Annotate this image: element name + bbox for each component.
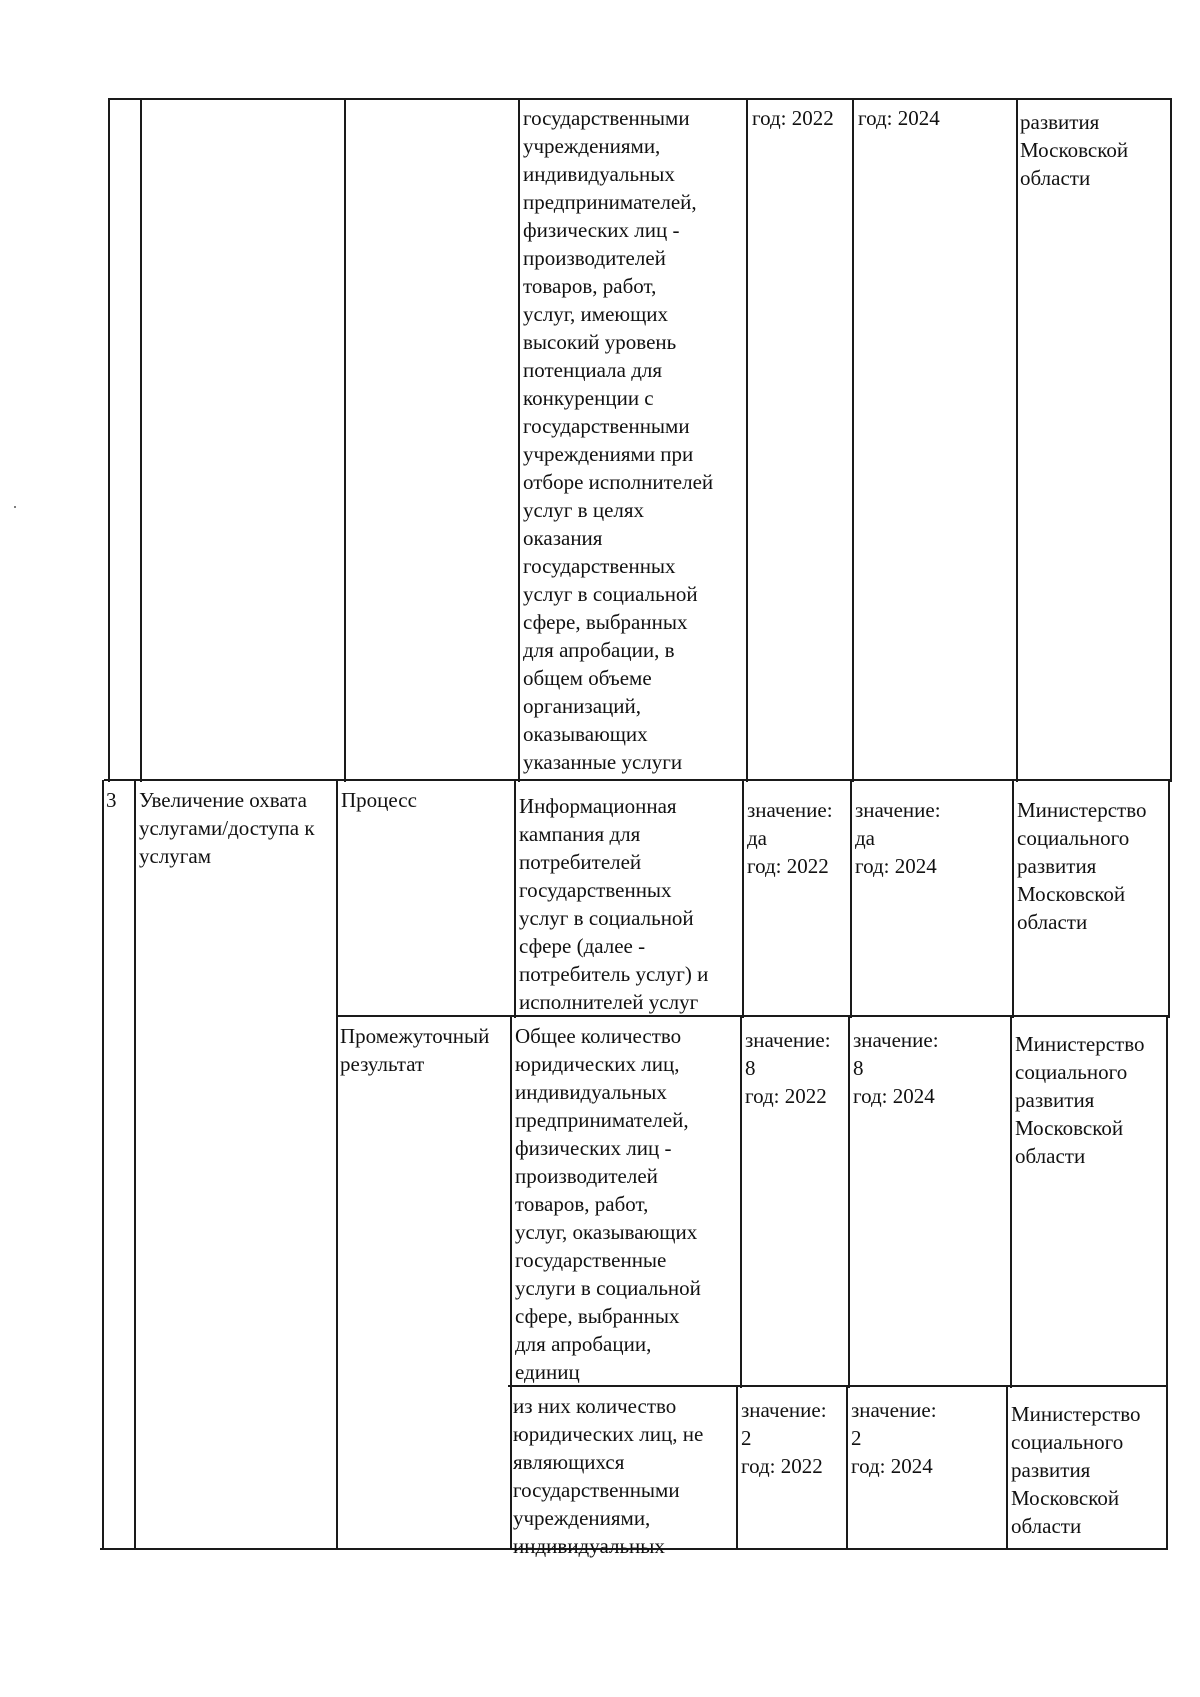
text-line: значение: bbox=[853, 1028, 939, 1052]
row-number-cell bbox=[106, 786, 117, 814]
text-line: предпринимателей, bbox=[515, 1108, 689, 1132]
text-line: услуг в целях bbox=[523, 498, 645, 522]
text-line: сфере, выбранных bbox=[515, 1304, 680, 1328]
table-top-border bbox=[108, 98, 1172, 100]
text-line: товаров, работ, bbox=[515, 1192, 649, 1216]
text-line: да bbox=[855, 826, 876, 850]
text-line: значение: bbox=[741, 1398, 827, 1422]
text-line: услугам bbox=[139, 844, 212, 868]
text-line: услуг, оказывающих bbox=[515, 1220, 698, 1244]
col-border-3b bbox=[514, 780, 516, 1018]
responsible-cell bbox=[1015, 1030, 1144, 1170]
text-line: являющихся bbox=[513, 1450, 625, 1474]
col-border-5b bbox=[850, 780, 852, 1018]
text-line: год: 2022 bbox=[741, 1454, 823, 1478]
col-border-7b bbox=[1168, 780, 1170, 1018]
cont-base-cell bbox=[752, 104, 834, 132]
text-line: значение: bbox=[745, 1028, 831, 1052]
text-line: Промежуточный bbox=[340, 1024, 490, 1048]
col-border-6c bbox=[1010, 1016, 1012, 1388]
text-line: юридических лиц, bbox=[515, 1052, 680, 1076]
text-line: Информационная bbox=[519, 794, 677, 818]
text-line: 8 bbox=[745, 1056, 756, 1080]
text-line: высокий уровень bbox=[523, 330, 677, 354]
text-line: социального bbox=[1011, 1430, 1124, 1454]
text-line: социального bbox=[1017, 826, 1130, 850]
text-line: услуг в социальной bbox=[519, 906, 694, 930]
text-line: 8 bbox=[853, 1056, 864, 1080]
text-line: оказывающих bbox=[523, 722, 648, 746]
indicator-cell bbox=[519, 792, 708, 1016]
text-line: государственными bbox=[523, 106, 690, 130]
text-line: производителей bbox=[515, 1164, 658, 1188]
text-line: области bbox=[1017, 910, 1088, 934]
text-line: услуг, имеющих bbox=[523, 302, 668, 326]
col-border-6b bbox=[1012, 780, 1014, 1018]
row3-top-border bbox=[104, 779, 1170, 781]
col-border-4 bbox=[746, 98, 748, 782]
text-line: год: 2024 bbox=[855, 854, 937, 878]
col-border-6d bbox=[1006, 1386, 1008, 1550]
text-line: Министерство bbox=[1015, 1032, 1145, 1056]
col-border-4d bbox=[736, 1386, 738, 1550]
text-line: учреждениями при bbox=[523, 442, 694, 466]
text-line: физических лиц - bbox=[523, 218, 680, 242]
text-line: значение: bbox=[851, 1398, 937, 1422]
target-value-cell bbox=[853, 1026, 939, 1110]
text-line: Министерство bbox=[1011, 1402, 1141, 1426]
text-line: для апробации, bbox=[515, 1332, 652, 1356]
scan-speck bbox=[14, 506, 16, 508]
text-line: организаций, bbox=[523, 694, 641, 718]
text-line: общем объеме bbox=[523, 666, 652, 690]
text-line: значение: bbox=[855, 798, 941, 822]
text-line: государственными bbox=[523, 414, 690, 438]
text-line: год: 2022 bbox=[747, 854, 829, 878]
col-border-4b bbox=[742, 780, 744, 1018]
text-line: единиц bbox=[515, 1360, 580, 1384]
col-border-1 bbox=[140, 98, 142, 782]
text-line: развития bbox=[1015, 1088, 1095, 1112]
text-line: Московской bbox=[1011, 1486, 1120, 1510]
col-border-5 bbox=[852, 98, 854, 782]
text-line: государственными bbox=[513, 1478, 680, 1502]
text-line: государственные bbox=[515, 1248, 667, 1272]
text-line: Общее количество bbox=[515, 1024, 682, 1048]
base-value-cell bbox=[747, 796, 833, 880]
text-line: отборе исполнителей bbox=[523, 470, 714, 494]
text-line: развития bbox=[1017, 854, 1097, 878]
col-border-7c bbox=[1166, 1016, 1168, 1550]
text-line: учреждениями, bbox=[513, 1506, 651, 1530]
text-line: 2 bbox=[851, 1426, 862, 1450]
task-cell bbox=[139, 786, 315, 870]
target-value-cell bbox=[851, 1396, 937, 1480]
col-border-6 bbox=[1016, 98, 1018, 782]
text-line: потребителей bbox=[519, 850, 642, 874]
col-border-1b bbox=[134, 780, 136, 1550]
text-line: 2 bbox=[741, 1426, 752, 1450]
text-line: индивидуальных bbox=[515, 1080, 667, 1104]
text-line: из них количество bbox=[513, 1394, 677, 1418]
col-border-0b bbox=[102, 780, 104, 1550]
col-border-5d bbox=[846, 1386, 848, 1550]
text-line: индивидуальных bbox=[513, 1534, 665, 1558]
text-line: области bbox=[1011, 1514, 1082, 1538]
indicator-cell bbox=[515, 1022, 701, 1386]
indicator-type-cell bbox=[341, 786, 417, 814]
indicator-type-cell bbox=[340, 1022, 489, 1078]
text-line: товаров, работ, bbox=[523, 274, 657, 298]
text-line: Министерство bbox=[1017, 798, 1147, 822]
text-line: год: 2024 bbox=[853, 1084, 935, 1108]
text-line: области bbox=[1015, 1144, 1086, 1168]
responsible-cell bbox=[1017, 796, 1146, 936]
text-line: год: 2022 bbox=[745, 1084, 827, 1108]
text-line: год: 2024 bbox=[851, 1454, 933, 1478]
responsible-cell bbox=[1011, 1400, 1140, 1540]
text-line: результат bbox=[340, 1052, 425, 1076]
text-line: юридических лиц, не bbox=[513, 1422, 704, 1446]
text-line: конкуренции с bbox=[523, 386, 654, 410]
text-line: год: 2024 bbox=[858, 106, 940, 130]
text-line: государственных bbox=[519, 878, 672, 902]
col-border-3 bbox=[518, 98, 520, 782]
base-value-cell bbox=[741, 1396, 827, 1480]
text-line: физических лиц - bbox=[515, 1136, 672, 1160]
text-line: услугами/доступа к bbox=[139, 816, 315, 840]
indicator-cell bbox=[513, 1392, 703, 1560]
text-line: Процесс bbox=[341, 788, 417, 812]
target-value-cell bbox=[855, 796, 941, 880]
col-border-2b bbox=[336, 780, 338, 1550]
text-line: производителей bbox=[523, 246, 666, 270]
text-line: предпринимателей, bbox=[523, 190, 697, 214]
text-line: развития bbox=[1011, 1458, 1091, 1482]
col-border-7 bbox=[1170, 98, 1172, 782]
text-line: да bbox=[747, 826, 768, 850]
text-line: Московской bbox=[1015, 1116, 1124, 1140]
text-line: потенциала для bbox=[523, 358, 663, 382]
cont-target-cell bbox=[858, 104, 940, 132]
cont-responsible-cell bbox=[1020, 108, 1128, 192]
text-line: индивидуальных bbox=[523, 162, 675, 186]
col-border-4c bbox=[740, 1016, 742, 1388]
text-line: кампания для bbox=[519, 822, 641, 846]
text-line: сфере, выбранных bbox=[523, 610, 688, 634]
text-line: Московской bbox=[1017, 882, 1126, 906]
text-line: развития bbox=[1020, 110, 1100, 134]
text-line: учреждениями, bbox=[523, 134, 661, 158]
text-line: социального bbox=[1015, 1060, 1128, 1084]
text-line: оказания bbox=[523, 526, 603, 550]
text-line: услуги в социальной bbox=[515, 1276, 701, 1300]
col-border-5c bbox=[848, 1016, 850, 1388]
text-line: значение: bbox=[747, 798, 833, 822]
text-line: области bbox=[1020, 166, 1091, 190]
text-line: государственных bbox=[523, 554, 676, 578]
col-border-3c bbox=[510, 1016, 512, 1550]
base-value-cell bbox=[745, 1026, 831, 1110]
row-number: 3 bbox=[106, 788, 117, 812]
text-line: Московской bbox=[1020, 138, 1129, 162]
text-line: для апробации, в bbox=[523, 638, 675, 662]
col-border-2 bbox=[344, 98, 346, 782]
text-line: Увеличение охвата bbox=[139, 788, 307, 812]
text-line: год: 2022 bbox=[752, 106, 834, 130]
text-line: указанные услуги bbox=[523, 750, 683, 774]
text-line: сфере (далее - bbox=[519, 934, 646, 958]
text-line: потребитель услуг) и bbox=[519, 962, 709, 986]
col-border-0 bbox=[108, 98, 110, 782]
text-line: исполнителей услуг bbox=[519, 990, 699, 1014]
cont-indicator-cell bbox=[523, 104, 713, 776]
text-line: услуг в социальной bbox=[523, 582, 698, 606]
row3b-top-border bbox=[336, 1015, 1168, 1017]
